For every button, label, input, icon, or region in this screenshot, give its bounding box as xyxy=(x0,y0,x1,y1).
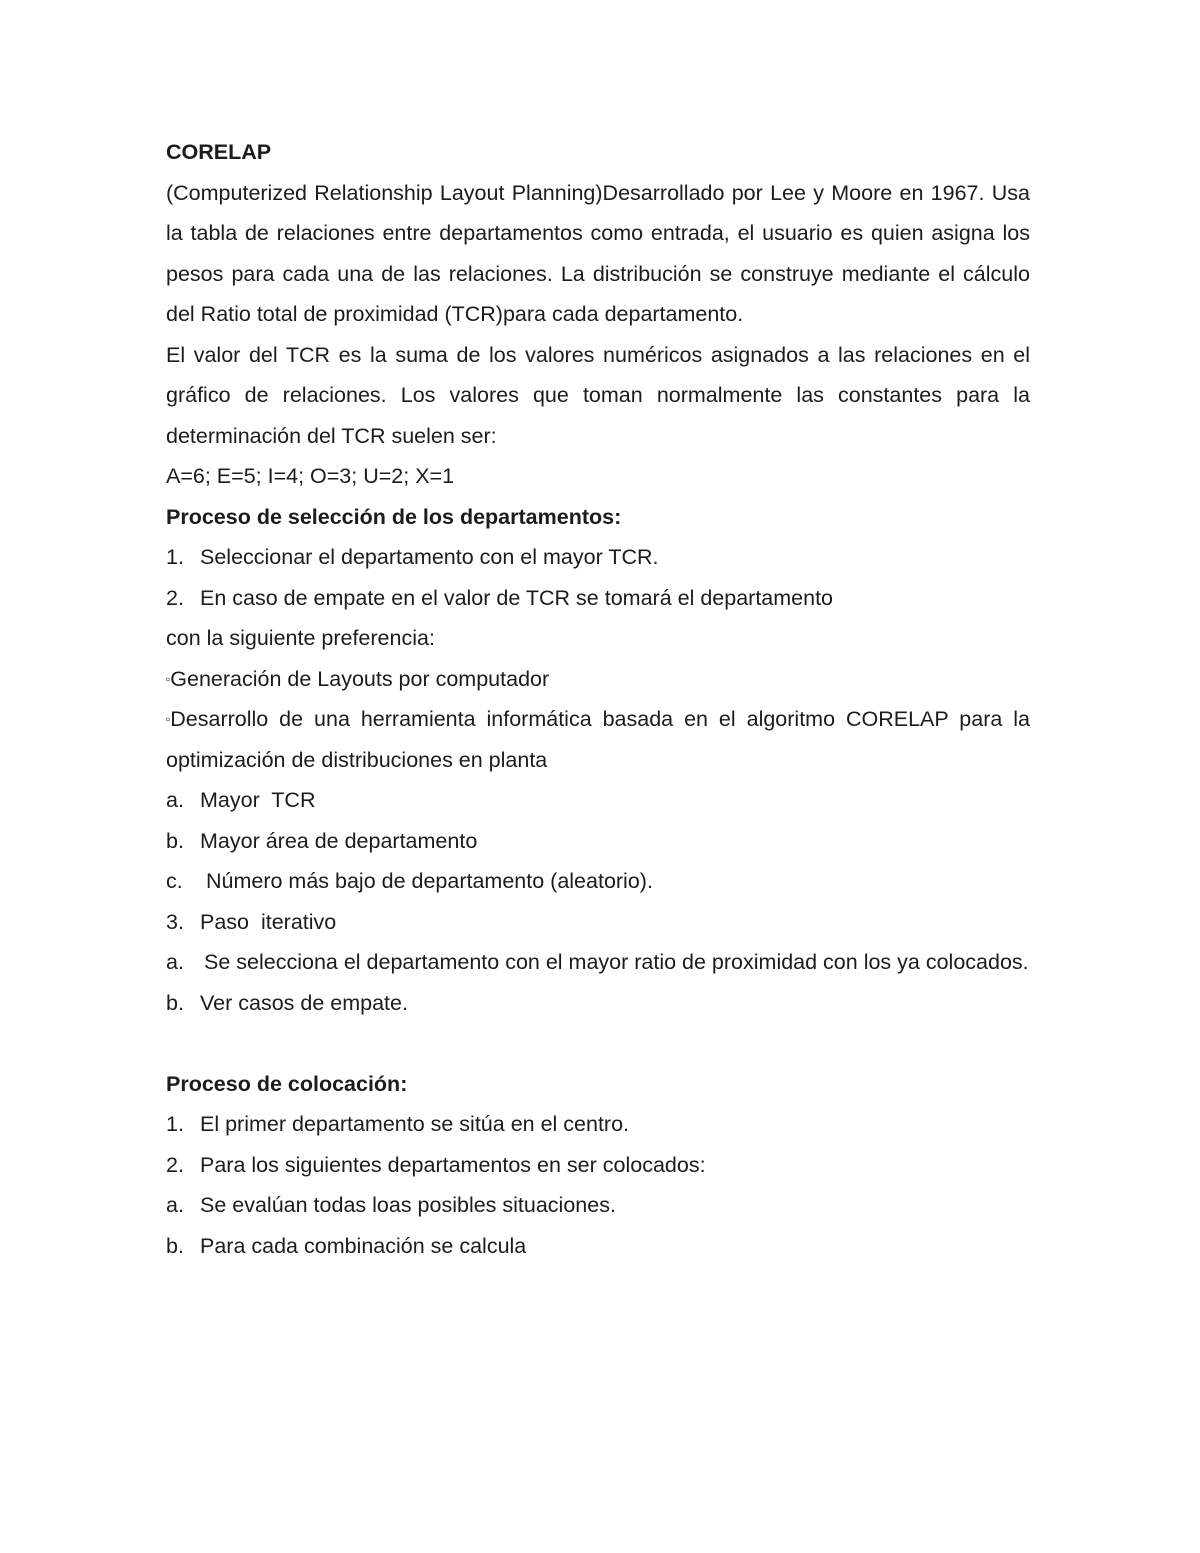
iterative-step xyxy=(166,902,1030,943)
selection-step xyxy=(166,537,1030,578)
blank-line xyxy=(166,1023,1030,1064)
list-marker: 2. xyxy=(166,585,184,610)
list-item-text: Mayor área de departamento xyxy=(200,828,478,853)
list-marker: a. xyxy=(166,788,184,812)
list-item-text: Para los siguientes departamentos en ser colocados: xyxy=(200,1152,706,1177)
list-item-text: Se selecciona el departamento con el mayor ratio de proximidad con los ya colocados. xyxy=(204,950,1029,974)
intro-paragraph: (Computerized Relationship Layout Planning)Desarrollado por Lee y Moore en 1967. Usa la tabla de relaciones entre departamentos como entrada, el usuario es quien asigna los pesos para cada una de las relaciones. La distribución se construye mediante el cálculo del Ratio total de proximidad (TCR)para cada departamento. xyxy=(166,180,1030,326)
tie-item xyxy=(166,780,1030,821)
list-marker: b. xyxy=(166,828,184,853)
list-item-text: Ver casos de empate. xyxy=(200,990,408,1015)
tie-item xyxy=(166,821,1030,862)
list-marker: 1. xyxy=(166,545,184,569)
constants-line: A=6; E=5; I=4; O=3; U=2; X=1 xyxy=(166,464,455,488)
selection-heading: Proceso de selección de los departamentos: xyxy=(166,504,622,529)
list-marker: 3. xyxy=(166,909,184,934)
list-item-text: Seleccionar el departamento con el mayor TCR. xyxy=(200,545,659,569)
bullet-text: Generación de Layouts por computador xyxy=(170,666,550,691)
list-item-text: Número más bajo de departamento (aleatorio). xyxy=(200,869,653,893)
bullet-item xyxy=(166,659,1030,700)
selection-step xyxy=(166,578,1030,619)
list-marker: b. xyxy=(166,1233,184,1258)
list-item-text: Se evalúan todas loas posibles situaciones. xyxy=(200,1193,616,1217)
list-marker: c. xyxy=(166,869,183,893)
list-marker: a. xyxy=(166,1193,184,1217)
placement-heading: Proceso de colocación: xyxy=(166,1071,408,1096)
bullet-item xyxy=(166,699,1030,780)
placement-step xyxy=(166,1104,1030,1145)
list-item-text: El primer departamento se sitúa en el centro. xyxy=(200,1112,630,1136)
placement-step xyxy=(166,1185,1030,1226)
document-title: CORELAP xyxy=(166,140,272,164)
list-marker: 2. xyxy=(166,1152,184,1177)
list-item-text: Para cada combinación se calcula xyxy=(200,1233,527,1258)
placement-step xyxy=(166,1145,1030,1186)
bullet-icon: ▫ xyxy=(166,712,171,726)
list-item-text: En caso de empate en el valor de TCR se tomará el departamento xyxy=(200,585,834,610)
bullet-text: Desarrollo de una herramienta informática basada en el algoritmo CORELAP para la optimización de distribuciones en planta xyxy=(166,707,1030,772)
iterative-item xyxy=(166,983,1030,1024)
preference-line: con la siguiente preferencia: xyxy=(166,626,435,650)
tcr-paragraph: El valor del TCR es la suma de los valores numéricos asignados a las relaciones en el gráfico de relaciones. Los valores que toman normalmente las constantes para la determinación del TCR suelen ser: xyxy=(166,342,1030,448)
iterative-item xyxy=(166,942,1030,983)
placement-step xyxy=(166,1226,1030,1267)
list-marker: 1. xyxy=(166,1112,184,1136)
tie-item xyxy=(166,861,1030,902)
bullet-icon: ▫ xyxy=(166,671,171,686)
list-item-text: Paso iterativo xyxy=(200,909,337,934)
list-marker: b. xyxy=(166,990,184,1015)
list-item-text: Mayor TCR xyxy=(200,788,316,812)
list-marker: a. xyxy=(166,950,184,974)
document-body xyxy=(166,132,1030,1266)
